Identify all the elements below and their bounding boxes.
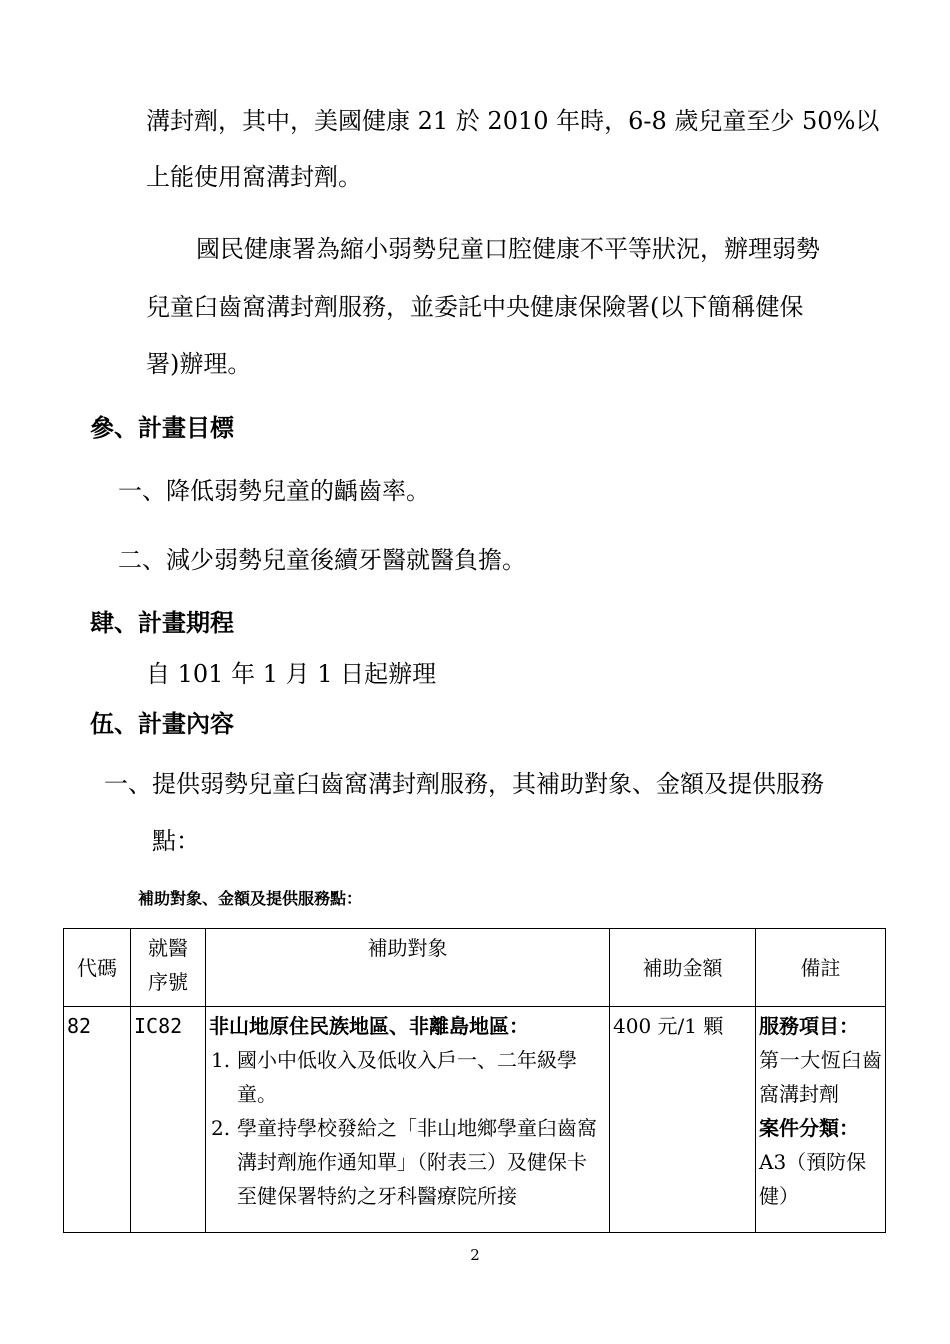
list-number: 1.	[211, 1048, 231, 1072]
cell-amount: 400 元/1 顆	[610, 1007, 756, 1233]
note-service: 第一大恆臼齒窩溝封劑	[759, 1048, 882, 1106]
paragraph-line: 國民健康署為縮小弱勢兒童口腔健康不平等狀況，辦理弱勢	[196, 235, 820, 263]
table-header-row	[64, 929, 886, 1007]
paragraph-line: 上能使用窩溝封劑。	[146, 163, 362, 191]
section-heading-goals: 參、計畫目標	[90, 413, 234, 442]
paragraph-line: 兒童臼齒窩溝封劑服務，並委託中央健康保險署(以下簡稱健保	[146, 293, 804, 321]
cell-note	[756, 1007, 886, 1233]
table-caption: 補助對象、金額及提供服務點：	[138, 889, 363, 908]
schedule-text: 自 101 年 1 月 1 日起辦理	[146, 660, 437, 688]
subsidy-table	[63, 928, 886, 1233]
note-case-label: 案件分類：	[759, 1116, 859, 1140]
section-heading-schedule: 肆、計畫期程	[90, 608, 234, 637]
target-list	[209, 1043, 606, 1213]
header-code: 代碼	[64, 929, 131, 1007]
paragraph-line: 溝封劑，其中，美國健康 21 於 2010 年時，6-8 歲兒童至少 50%以	[146, 107, 880, 135]
note-case: A3（預防保健）	[759, 1150, 867, 1208]
header-note: 備註	[756, 929, 886, 1007]
header-target: 補助對象	[206, 929, 610, 1007]
goal-item: 一、降低弱勢兒童的齲齒率。	[118, 477, 430, 505]
goal-item: 二、減少弱勢兒童後續牙醫就醫負擔。	[118, 546, 526, 574]
section-heading-content: 伍、計畫內容	[90, 709, 234, 738]
cell-code: 82	[64, 1007, 131, 1233]
header-seq	[131, 929, 206, 1007]
header-amount: 補助金額	[610, 929, 756, 1007]
note-service-label: 服務項目：	[759, 1014, 859, 1038]
table-row	[64, 1007, 886, 1233]
cell-seq: IC82	[131, 1007, 206, 1233]
target-title: 非山地原住民族地區、非離島地區：	[209, 1014, 529, 1038]
page-number: 2	[470, 1246, 480, 1264]
target-list-item	[209, 1043, 606, 1111]
content-item: 點：	[152, 827, 200, 855]
content-item: 一、提供弱勢兒童臼齒窩溝封劑服務，其補助對象、金額及提供服務	[104, 770, 824, 798]
list-text: 學童持學校發給之「非山地鄉學童臼齒窩溝封劑施作通知單」（附表三）及健保卡至健保署特約之牙科醫療院所接	[237, 1116, 597, 1208]
header-seq-line: 序號	[148, 970, 188, 994]
list-text: 國小中低收入及低收入戶一、二年級學童。	[237, 1048, 577, 1106]
target-list-item	[209, 1111, 606, 1213]
header-seq-line: 就醫	[148, 936, 188, 960]
paragraph-line: 署)辦理。	[146, 350, 252, 378]
list-number: 2.	[211, 1116, 231, 1140]
cell-target	[206, 1007, 610, 1233]
